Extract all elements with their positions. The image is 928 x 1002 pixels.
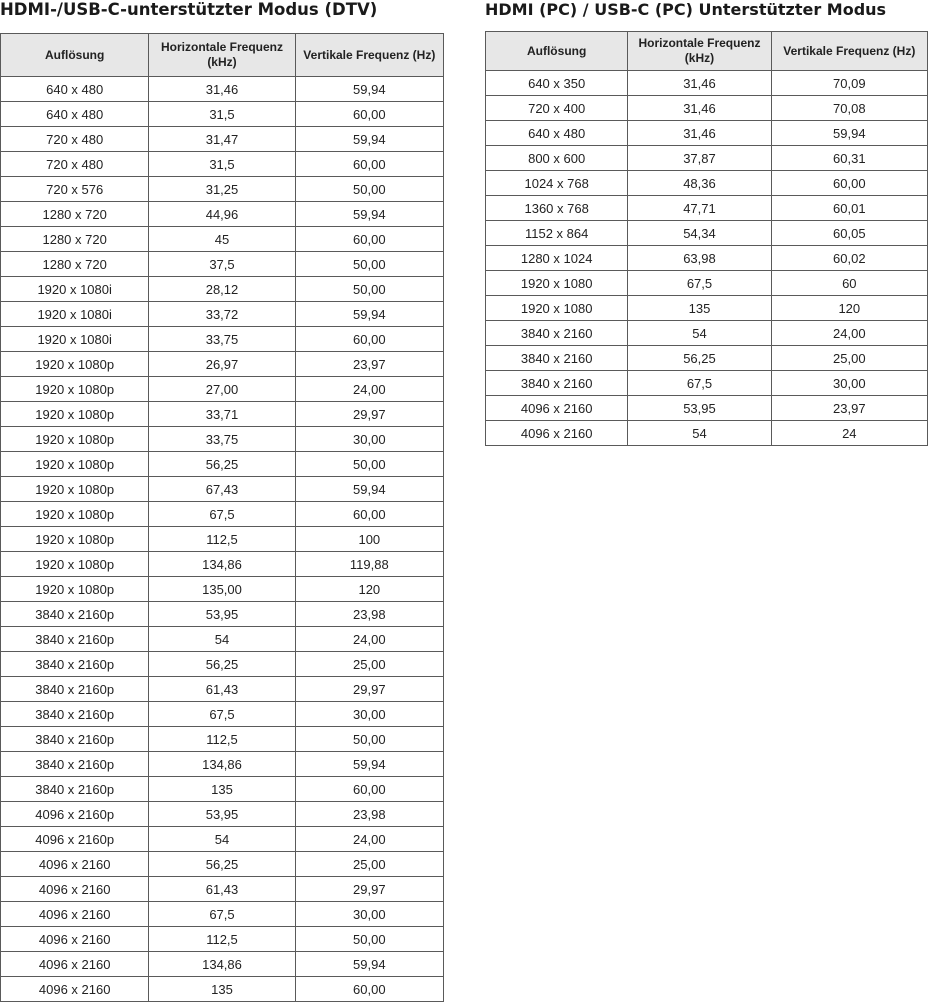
table-row [486, 421, 928, 446]
cell-horizontal-frequency: 31,5 [149, 152, 295, 177]
cell-horizontal-frequency: 56,25 [149, 852, 295, 877]
dtv-mode-section [0, 0, 444, 997]
table-row [1, 602, 444, 627]
table-row [486, 321, 928, 346]
cell-horizontal-frequency: 53,95 [628, 396, 771, 421]
column-header-vertical-frequency: Vertikale Frequenz (Hz) [295, 34, 443, 77]
cell-vertical-frequency: 59,94 [295, 202, 443, 227]
cell-resolution: 4096 x 2160p [1, 827, 149, 852]
table-row [486, 96, 928, 121]
cell-horizontal-frequency: 53,95 [149, 802, 295, 827]
cell-vertical-frequency: 60 [771, 271, 927, 296]
cell-horizontal-frequency: 44,96 [149, 202, 295, 227]
cell-horizontal-frequency: 54 [149, 627, 295, 652]
table-row [1, 152, 444, 177]
cell-horizontal-frequency: 67,5 [149, 502, 295, 527]
table-row [1, 727, 444, 752]
cell-resolution: 1920 x 1080p [1, 527, 149, 552]
cell-resolution: 1920 x 1080p [1, 427, 149, 452]
column-header-resolution: Auflösung [1, 34, 149, 77]
table-row [1, 652, 444, 677]
table-row [1, 752, 444, 777]
cell-resolution: 4096 x 2160 [486, 396, 628, 421]
cell-horizontal-frequency: 48,36 [628, 171, 771, 196]
cell-resolution: 1360 x 768 [486, 196, 628, 221]
cell-horizontal-frequency: 31,25 [149, 177, 295, 202]
table-row [1, 327, 444, 352]
table-row [1, 977, 444, 1002]
table-row [1, 827, 444, 852]
cell-vertical-frequency: 60,00 [295, 102, 443, 127]
cell-horizontal-frequency: 61,43 [149, 677, 295, 702]
table-row [1, 502, 444, 527]
cell-vertical-frequency: 100 [295, 527, 443, 552]
cell-resolution: 3840 x 2160p [1, 627, 149, 652]
table-row [1, 202, 444, 227]
cell-horizontal-frequency: 31,46 [628, 96, 771, 121]
cell-vertical-frequency: 60,31 [771, 146, 927, 171]
table-row [1, 577, 444, 602]
cell-resolution: 640 x 480 [1, 77, 149, 102]
table-row [1, 252, 444, 277]
cell-horizontal-frequency: 135,00 [149, 577, 295, 602]
cell-resolution: 3840 x 2160p [1, 652, 149, 677]
cell-horizontal-frequency: 135 [149, 777, 295, 802]
cell-vertical-frequency: 25,00 [295, 652, 443, 677]
dtv-section-title: HDMI-/USB-C-unterstützter Modus (DTV) [0, 0, 378, 19]
cell-resolution: 640 x 480 [1, 102, 149, 127]
cell-resolution: 1920 x 1080p [1, 452, 149, 477]
cell-horizontal-frequency: 26,97 [149, 352, 295, 377]
cell-resolution: 4096 x 2160p [1, 802, 149, 827]
table-row [1, 902, 444, 927]
column-header-horizontal-frequency: Horizontale Frequenz (kHz) [628, 32, 771, 71]
table-row [1, 877, 444, 902]
cell-vertical-frequency: 120 [771, 296, 927, 321]
cell-horizontal-frequency: 53,95 [149, 602, 295, 627]
table-row [1, 702, 444, 727]
table-row [1, 552, 444, 577]
cell-vertical-frequency: 59,94 [295, 302, 443, 327]
table-row [1, 427, 444, 452]
cell-vertical-frequency: 60,00 [295, 152, 443, 177]
cell-vertical-frequency: 60,00 [295, 977, 443, 1002]
cell-horizontal-frequency: 27,00 [149, 377, 295, 402]
cell-resolution: 3840 x 2160 [486, 321, 628, 346]
cell-resolution: 3840 x 2160p [1, 752, 149, 777]
table-row [1, 452, 444, 477]
cell-vertical-frequency: 60,00 [295, 502, 443, 527]
cell-vertical-frequency: 23,97 [771, 396, 927, 421]
cell-horizontal-frequency: 67,5 [628, 271, 771, 296]
table-row [1, 127, 444, 152]
cell-vertical-frequency: 29,97 [295, 677, 443, 702]
cell-resolution: 720 x 480 [1, 127, 149, 152]
table-row [486, 271, 928, 296]
cell-horizontal-frequency: 56,25 [149, 452, 295, 477]
table-row [1, 527, 444, 552]
cell-vertical-frequency: 50,00 [295, 727, 443, 752]
cell-resolution: 640 x 350 [486, 71, 628, 96]
cell-resolution: 1920 x 1080p [1, 477, 149, 502]
cell-horizontal-frequency: 37,87 [628, 146, 771, 171]
cell-vertical-frequency: 30,00 [295, 427, 443, 452]
table-row [1, 927, 444, 952]
cell-vertical-frequency: 24,00 [295, 627, 443, 652]
cell-horizontal-frequency: 67,5 [149, 902, 295, 927]
cell-horizontal-frequency: 37,5 [149, 252, 295, 277]
cell-resolution: 720 x 480 [1, 152, 149, 177]
cell-vertical-frequency: 59,94 [295, 77, 443, 102]
column-header-resolution: Auflösung [486, 32, 628, 71]
cell-horizontal-frequency: 33,71 [149, 402, 295, 427]
cell-vertical-frequency: 59,94 [295, 952, 443, 977]
cell-resolution: 1920 x 1080p [1, 402, 149, 427]
cell-resolution: 4096 x 2160 [1, 852, 149, 877]
cell-resolution: 720 x 400 [486, 96, 628, 121]
cell-horizontal-frequency: 47,71 [628, 196, 771, 221]
table-row [486, 146, 928, 171]
table-row [486, 396, 928, 421]
cell-horizontal-frequency: 56,25 [628, 346, 771, 371]
cell-resolution: 4096 x 2160 [1, 927, 149, 952]
cell-resolution: 3840 x 2160 [486, 371, 628, 396]
table-row [486, 196, 928, 221]
cell-resolution: 3840 x 2160p [1, 602, 149, 627]
cell-horizontal-frequency: 31,5 [149, 102, 295, 127]
cell-resolution: 4096 x 2160 [486, 421, 628, 446]
cell-resolution: 1024 x 768 [486, 171, 628, 196]
cell-vertical-frequency: 60,01 [771, 196, 927, 221]
cell-horizontal-frequency: 33,75 [149, 427, 295, 452]
cell-resolution: 1920 x 1080p [1, 577, 149, 602]
cell-horizontal-frequency: 31,47 [149, 127, 295, 152]
cell-resolution: 1280 x 720 [1, 202, 149, 227]
cell-horizontal-frequency: 56,25 [149, 652, 295, 677]
table-row [1, 277, 444, 302]
cell-horizontal-frequency: 54 [628, 321, 771, 346]
cell-horizontal-frequency: 31,46 [628, 121, 771, 146]
cell-vertical-frequency: 50,00 [295, 452, 443, 477]
table-row [1, 77, 444, 102]
cell-vertical-frequency: 70,08 [771, 96, 927, 121]
table-row [486, 346, 928, 371]
cell-horizontal-frequency: 61,43 [149, 877, 295, 902]
cell-horizontal-frequency: 134,86 [149, 552, 295, 577]
cell-resolution: 3840 x 2160 [486, 346, 628, 371]
cell-resolution: 1920 x 1080p [1, 377, 149, 402]
cell-resolution: 1920 x 1080 [486, 271, 628, 296]
cell-horizontal-frequency: 54,34 [628, 221, 771, 246]
table-row [486, 371, 928, 396]
cell-vertical-frequency: 59,94 [295, 477, 443, 502]
cell-resolution: 4096 x 2160 [1, 977, 149, 1002]
cell-vertical-frequency: 30,00 [771, 371, 927, 396]
cell-vertical-frequency: 50,00 [295, 252, 443, 277]
cell-horizontal-frequency: 28,12 [149, 277, 295, 302]
cell-horizontal-frequency: 31,46 [628, 71, 771, 96]
cell-vertical-frequency: 30,00 [295, 702, 443, 727]
pc-table-body [486, 71, 928, 446]
cell-resolution: 4096 x 2160 [1, 952, 149, 977]
cell-vertical-frequency: 120 [295, 577, 443, 602]
table-row [486, 121, 928, 146]
cell-resolution: 1920 x 1080p [1, 352, 149, 377]
table-row [1, 477, 444, 502]
cell-resolution: 640 x 480 [486, 121, 628, 146]
cell-vertical-frequency: 119,88 [295, 552, 443, 577]
cell-resolution: 1920 x 1080i [1, 327, 149, 352]
cell-horizontal-frequency: 67,5 [149, 702, 295, 727]
cell-vertical-frequency: 29,97 [295, 877, 443, 902]
cell-resolution: 4096 x 2160 [1, 902, 149, 927]
cell-horizontal-frequency: 33,75 [149, 327, 295, 352]
cell-horizontal-frequency: 135 [149, 977, 295, 1002]
cell-horizontal-frequency: 112,5 [149, 927, 295, 952]
cell-horizontal-frequency: 54 [628, 421, 771, 446]
table-row [1, 852, 444, 877]
table-row [486, 296, 928, 321]
table-row [486, 221, 928, 246]
table-row [1, 377, 444, 402]
cell-vertical-frequency: 24,00 [295, 377, 443, 402]
cell-resolution: 3840 x 2160p [1, 677, 149, 702]
cell-resolution: 3840 x 2160p [1, 777, 149, 802]
cell-vertical-frequency: 70,09 [771, 71, 927, 96]
table-row [1, 802, 444, 827]
cell-horizontal-frequency: 67,43 [149, 477, 295, 502]
column-header-vertical-frequency: Vertikale Frequenz (Hz) [771, 32, 927, 71]
cell-horizontal-frequency: 63,98 [628, 246, 771, 271]
cell-vertical-frequency: 25,00 [771, 346, 927, 371]
cell-horizontal-frequency: 67,5 [628, 371, 771, 396]
cell-vertical-frequency: 60,05 [771, 221, 927, 246]
cell-horizontal-frequency: 45 [149, 227, 295, 252]
cell-horizontal-frequency: 135 [628, 296, 771, 321]
table-row [486, 246, 928, 271]
pc-mode-table [485, 31, 928, 446]
cell-vertical-frequency: 60,00 [295, 327, 443, 352]
cell-resolution: 3840 x 2160p [1, 702, 149, 727]
cell-vertical-frequency: 60,00 [295, 777, 443, 802]
cell-horizontal-frequency: 134,86 [149, 752, 295, 777]
cell-vertical-frequency: 24,00 [771, 321, 927, 346]
cell-resolution: 1920 x 1080i [1, 277, 149, 302]
table-row [1, 177, 444, 202]
cell-vertical-frequency: 24 [771, 421, 927, 446]
table-row [1, 227, 444, 252]
cell-vertical-frequency: 60,00 [771, 171, 927, 196]
cell-resolution: 720 x 576 [1, 177, 149, 202]
cell-horizontal-frequency: 33,72 [149, 302, 295, 327]
cell-resolution: 1280 x 720 [1, 252, 149, 277]
cell-vertical-frequency: 59,94 [295, 127, 443, 152]
dtv-table-body [1, 77, 444, 1002]
cell-resolution: 1920 x 1080p [1, 552, 149, 577]
cell-horizontal-frequency: 31,46 [149, 77, 295, 102]
dtv-mode-table [0, 33, 444, 1002]
cell-resolution: 1280 x 1024 [486, 246, 628, 271]
table-row [1, 952, 444, 977]
table-row [486, 171, 928, 196]
cell-horizontal-frequency: 112,5 [149, 527, 295, 552]
cell-horizontal-frequency: 112,5 [149, 727, 295, 752]
table-row [1, 102, 444, 127]
cell-vertical-frequency: 50,00 [295, 177, 443, 202]
table-row [1, 777, 444, 802]
pc-mode-section [485, 0, 928, 441]
cell-vertical-frequency: 23,98 [295, 802, 443, 827]
cell-vertical-frequency: 60,02 [771, 246, 927, 271]
pc-section-title: HDMI (PC) / USB-C (PC) Unterstützter Modus [485, 0, 887, 19]
cell-resolution: 4096 x 2160 [1, 877, 149, 902]
cell-vertical-frequency: 25,00 [295, 852, 443, 877]
cell-vertical-frequency: 29,97 [295, 402, 443, 427]
table-header-row [1, 34, 444, 77]
cell-vertical-frequency: 24,00 [295, 827, 443, 852]
column-header-horizontal-frequency: Horizontale Frequenz (kHz) [149, 34, 295, 77]
cell-vertical-frequency: 60,00 [295, 227, 443, 252]
cell-vertical-frequency: 50,00 [295, 277, 443, 302]
cell-resolution: 1920 x 1080p [1, 502, 149, 527]
cell-resolution: 1920 x 1080i [1, 302, 149, 327]
table-row [1, 302, 444, 327]
cell-horizontal-frequency: 54 [149, 827, 295, 852]
cell-resolution: 3840 x 2160p [1, 727, 149, 752]
table-row [1, 352, 444, 377]
cell-resolution: 1920 x 1080 [486, 296, 628, 321]
table-row [1, 677, 444, 702]
cell-vertical-frequency: 50,00 [295, 927, 443, 952]
cell-resolution: 800 x 600 [486, 146, 628, 171]
cell-resolution: 1280 x 720 [1, 227, 149, 252]
table-row [1, 402, 444, 427]
cell-vertical-frequency: 59,94 [771, 121, 927, 146]
table-header-row [486, 32, 928, 71]
cell-vertical-frequency: 59,94 [295, 752, 443, 777]
table-row [486, 71, 928, 96]
cell-vertical-frequency: 23,98 [295, 602, 443, 627]
cell-resolution: 1152 x 864 [486, 221, 628, 246]
cell-vertical-frequency: 23,97 [295, 352, 443, 377]
table-row [1, 627, 444, 652]
cell-vertical-frequency: 30,00 [295, 902, 443, 927]
cell-horizontal-frequency: 134,86 [149, 952, 295, 977]
